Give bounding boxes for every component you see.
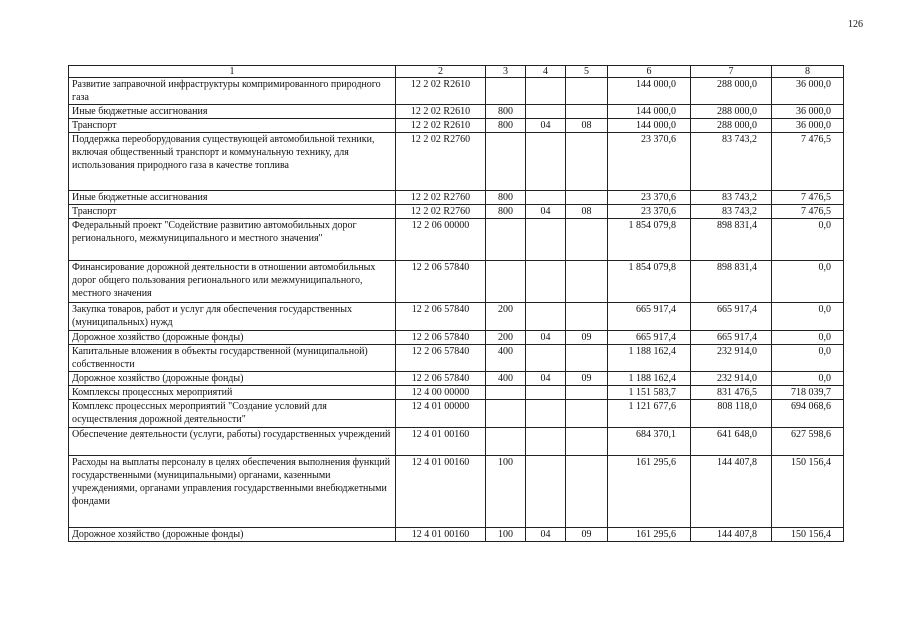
row-name: Иные бюджетные ассигнования [69, 191, 396, 205]
table-row [69, 78, 844, 105]
target-article-code: 12 2 02 R2610 [396, 78, 486, 105]
budget-table [68, 65, 844, 542]
expense-type-code [486, 261, 526, 303]
row-name: Расходы на выплаты персоналу в целях обеспечения выполнения функций государственными (муниципальными) органами, казенными учреждениями, органами управления государственными внебюджетными фондами [69, 456, 396, 528]
table-row [69, 303, 844, 331]
expense-type-code: 400 [486, 345, 526, 372]
target-article-code: 12 2 06 57840 [396, 303, 486, 331]
section-code [526, 191, 566, 205]
column-header-1: 1 [69, 66, 396, 78]
table-row [69, 105, 844, 119]
expense-type-code: 800 [486, 119, 526, 133]
target-article-code: 12 2 06 00000 [396, 219, 486, 261]
section-code: 04 [526, 528, 566, 542]
row-name: Иные бюджетные ассигнования [69, 105, 396, 119]
amount-col6: 665 917,4 [608, 331, 691, 345]
subsection-code: 08 [566, 119, 608, 133]
row-name: Комплексы процессных мероприятий [69, 386, 396, 400]
section-code: 04 [526, 205, 566, 219]
amount-col7: 83 743,2 [691, 205, 772, 219]
expense-type-code [486, 400, 526, 428]
table-row [69, 528, 844, 542]
expense-type-code: 800 [486, 205, 526, 219]
expense-type-code [486, 386, 526, 400]
amount-col7: 232 914,0 [691, 372, 772, 386]
target-article-code: 12 4 01 00160 [396, 456, 486, 528]
amount-col8: 718 039,7 [772, 386, 844, 400]
expense-type-code: 200 [486, 303, 526, 331]
section-code [526, 456, 566, 528]
row-name: Транспорт [69, 205, 396, 219]
row-name: Транспорт [69, 119, 396, 133]
amount-col8: 0,0 [772, 331, 844, 345]
amount-col7: 288 000,0 [691, 119, 772, 133]
amount-col7: 898 831,4 [691, 219, 772, 261]
section-code [526, 386, 566, 400]
table-row [69, 219, 844, 261]
amount-col6: 23 370,6 [608, 133, 691, 191]
amount-col8: 694 068,6 [772, 400, 844, 428]
amount-col8: 0,0 [772, 219, 844, 261]
subsection-code [566, 456, 608, 528]
amount-col7: 144 407,8 [691, 528, 772, 542]
table-row [69, 372, 844, 386]
table-row [69, 345, 844, 372]
subsection-code: 09 [566, 372, 608, 386]
section-code: 04 [526, 372, 566, 386]
target-article-code: 12 2 02 R2760 [396, 133, 486, 191]
row-name: Финансирование дорожной деятельности в отношении автомобильных дорог общего пользования регионального или межмуниципального, местного значения [69, 261, 396, 303]
expense-type-code: 100 [486, 528, 526, 542]
amount-col8: 0,0 [772, 261, 844, 303]
column-header-2: 2 [396, 66, 486, 78]
amount-col6: 1 188 162,4 [608, 345, 691, 372]
amount-col8: 36 000,0 [772, 119, 844, 133]
row-name: Развитие заправочной инфраструктуры компримированного природного газа [69, 78, 396, 105]
row-name: Дорожное хозяйство (дорожные фонды) [69, 372, 396, 386]
target-article-code: 12 2 06 57840 [396, 331, 486, 345]
expense-type-code [486, 219, 526, 261]
expense-type-code: 200 [486, 331, 526, 345]
target-article-code: 12 4 01 00000 [396, 400, 486, 428]
expense-type-code [486, 428, 526, 456]
target-article-code: 12 2 02 R2610 [396, 119, 486, 133]
subsection-code [566, 219, 608, 261]
subsection-code [566, 400, 608, 428]
amount-col6: 665 917,4 [608, 303, 691, 331]
section-code [526, 303, 566, 331]
row-name: Федеральный проект "Содействие развитию автомобильных дорог регионального, межмуниципального и местного значения" [69, 219, 396, 261]
table-row [69, 331, 844, 345]
subsection-code [566, 105, 608, 119]
row-name: Поддержка переоборудования существующей автомобильной техники, включая общественный транспорт и коммунальную технику, для использования природного газа в качестве топлива [69, 133, 396, 191]
amount-col7: 83 743,2 [691, 133, 772, 191]
subsection-code [566, 78, 608, 105]
amount-col8: 36 000,0 [772, 78, 844, 105]
amount-col6: 144 000,0 [608, 105, 691, 119]
amount-col7: 288 000,0 [691, 105, 772, 119]
section-code [526, 105, 566, 119]
amount-col8: 0,0 [772, 345, 844, 372]
amount-col7: 83 743,2 [691, 191, 772, 205]
table-body [69, 78, 844, 542]
amount-col6: 161 295,6 [608, 528, 691, 542]
table-row [69, 205, 844, 219]
row-name: Дорожное хозяйство (дорожные фонды) [69, 528, 396, 542]
table-row [69, 456, 844, 528]
target-article-code: 12 2 02 R2760 [396, 205, 486, 219]
column-header-6: 6 [608, 66, 691, 78]
section-code [526, 345, 566, 372]
column-header-4: 4 [526, 66, 566, 78]
section-code: 04 [526, 119, 566, 133]
amount-col7: 232 914,0 [691, 345, 772, 372]
table-row [69, 133, 844, 191]
amount-col8: 0,0 [772, 372, 844, 386]
target-article-code: 12 2 06 57840 [396, 372, 486, 386]
amount-col7: 288 000,0 [691, 78, 772, 105]
amount-col8: 7 476,5 [772, 133, 844, 191]
target-article-code: 12 4 01 00160 [396, 428, 486, 456]
amount-col6: 684 370,1 [608, 428, 691, 456]
amount-col6: 144 000,0 [608, 119, 691, 133]
amount-col8: 36 000,0 [772, 105, 844, 119]
target-article-code: 12 2 06 57840 [396, 261, 486, 303]
column-header-5: 5 [566, 66, 608, 78]
amount-col6: 1 188 162,4 [608, 372, 691, 386]
amount-col7: 665 917,4 [691, 303, 772, 331]
target-article-code: 12 2 06 57840 [396, 345, 486, 372]
subsection-code [566, 303, 608, 331]
row-name: Комплекс процессных мероприятий "Создание условий для осуществления дорожной деятельности" [69, 400, 396, 428]
amount-col8: 7 476,5 [772, 191, 844, 205]
row-name: Обеспечение деятельности (услуги, работы) государственных учреждений [69, 428, 396, 456]
column-header-3: 3 [486, 66, 526, 78]
expense-type-code: 800 [486, 191, 526, 205]
amount-col8: 7 476,5 [772, 205, 844, 219]
amount-col6: 1 151 583,7 [608, 386, 691, 400]
amount-col6: 1 854 079,8 [608, 219, 691, 261]
header-row [69, 66, 844, 78]
subsection-code: 09 [566, 331, 608, 345]
section-code [526, 219, 566, 261]
amount-col7: 831 476,5 [691, 386, 772, 400]
section-code [526, 400, 566, 428]
subsection-code: 08 [566, 205, 608, 219]
section-code [526, 261, 566, 303]
expense-type-code: 800 [486, 105, 526, 119]
table-row [69, 386, 844, 400]
section-code [526, 133, 566, 191]
row-name: Закупка товаров, работ и услуг для обеспечения государственных (муниципальных) нужд [69, 303, 396, 331]
section-code [526, 428, 566, 456]
row-name: Капитальные вложения в объекты государственной (муниципальной) собственности [69, 345, 396, 372]
section-code: 04 [526, 331, 566, 345]
expense-type-code: 100 [486, 456, 526, 528]
expense-type-code [486, 78, 526, 105]
table-row [69, 191, 844, 205]
amount-col6: 23 370,6 [608, 205, 691, 219]
amount-col7: 144 407,8 [691, 456, 772, 528]
target-article-code: 12 2 02 R2610 [396, 105, 486, 119]
row-name: Дорожное хозяйство (дорожные фонды) [69, 331, 396, 345]
amount-col7: 641 648,0 [691, 428, 772, 456]
table-row [69, 400, 844, 428]
column-header-7: 7 [691, 66, 772, 78]
amount-col8: 150 156,4 [772, 456, 844, 528]
amount-col6: 1 854 079,8 [608, 261, 691, 303]
subsection-code: 09 [566, 528, 608, 542]
target-article-code: 12 4 01 00160 [396, 528, 486, 542]
subsection-code [566, 261, 608, 303]
table-row [69, 428, 844, 456]
page-number: 126 [848, 19, 863, 30]
subsection-code [566, 133, 608, 191]
target-article-code: 12 2 02 R2760 [396, 191, 486, 205]
subsection-code [566, 386, 608, 400]
amount-col8: 0,0 [772, 303, 844, 331]
amount-col7: 808 118,0 [691, 400, 772, 428]
subsection-code [566, 345, 608, 372]
table-row [69, 119, 844, 133]
expense-type-code [486, 133, 526, 191]
section-code [526, 78, 566, 105]
amount-col6: 161 295,6 [608, 456, 691, 528]
amount-col6: 144 000,0 [608, 78, 691, 105]
amount-col6: 23 370,6 [608, 191, 691, 205]
amount-col7: 665 917,4 [691, 331, 772, 345]
column-header-8: 8 [772, 66, 844, 78]
amount-col8: 150 156,4 [772, 528, 844, 542]
subsection-code [566, 191, 608, 205]
table-row [69, 261, 844, 303]
amount-col6: 1 121 677,6 [608, 400, 691, 428]
amount-col8: 627 598,6 [772, 428, 844, 456]
subsection-code [566, 428, 608, 456]
target-article-code: 12 4 00 00000 [396, 386, 486, 400]
expense-type-code: 400 [486, 372, 526, 386]
amount-col7: 898 831,4 [691, 261, 772, 303]
